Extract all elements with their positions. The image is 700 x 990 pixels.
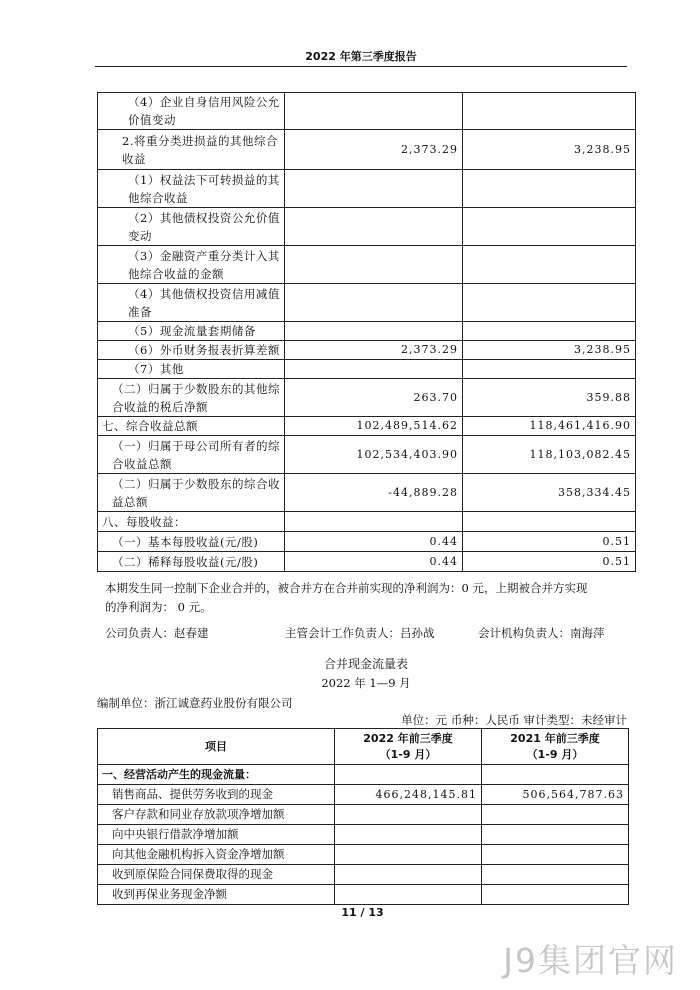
table-row [98, 379, 636, 417]
row-label: （6）外币财务报表折算差额 [98, 341, 285, 360]
table-row [98, 765, 629, 785]
table-row [98, 865, 629, 885]
current-value [285, 322, 463, 341]
current-value [335, 885, 482, 905]
table-row [98, 785, 629, 805]
row-label: （二）归属于少数股东的其他综合收益的税后净额 [98, 379, 285, 417]
current-value [285, 284, 463, 322]
header-item: 项目 [98, 729, 335, 765]
table-row [98, 93, 636, 130]
accounting-org-head: 会计机构负责人：南海萍 [478, 626, 605, 640]
table-row [98, 246, 636, 284]
table-header-row [98, 729, 629, 765]
header-previous-line2: （1-9 月） [526, 747, 584, 761]
row-label: （3）金融资产重分类计入其他综合收益的金额 [98, 246, 285, 284]
company-head: 公司负责人：赵春建 [105, 626, 209, 640]
previous-value [463, 93, 636, 130]
table-row [98, 360, 636, 379]
row-label: 收到原保险合同保费取得的现金 [98, 865, 335, 885]
table-row [98, 845, 629, 865]
previous-value [482, 765, 629, 785]
previous-value: 359.88 [463, 379, 636, 417]
table-row [98, 474, 636, 512]
row-label: 向中央银行借款净增加额 [98, 825, 335, 845]
previous-value: 3,238.95 [463, 130, 636, 170]
header-current [335, 729, 482, 765]
row-label: （4）其他债权投资信用减值准备 [98, 284, 285, 322]
header-previous-line1: 2021 年前三季度 [510, 731, 600, 745]
row-label: 客户存款和同业存放款项净增加额 [98, 805, 335, 825]
table-row [98, 512, 636, 532]
table-row [98, 322, 636, 341]
watermark: J9集团官网 [503, 941, 678, 980]
table-row [98, 208, 636, 246]
previous-value [463, 246, 636, 284]
current-value [285, 360, 463, 379]
previous-value: 0.51 [463, 532, 636, 552]
current-value [285, 170, 463, 208]
table-row [98, 825, 629, 845]
current-value [285, 208, 463, 246]
previous-value [463, 284, 636, 322]
current-value [335, 765, 482, 785]
current-value: 102,534,403.90 [285, 436, 463, 474]
current-value [335, 845, 482, 865]
previous-value [482, 845, 629, 865]
page-number: 11 / 13 [341, 906, 384, 919]
row-label: （1）权益法下可转损益的其他综合收益 [98, 170, 285, 208]
previous-value: 118,461,416.90 [463, 417, 636, 436]
current-value [335, 865, 482, 885]
previous-value [463, 170, 636, 208]
table-row [98, 130, 636, 170]
report-header: 2022 年第三季度报告 [305, 50, 417, 63]
cashflow-period: 2022 年 1—9 月 [321, 676, 411, 690]
previous-value [482, 885, 629, 905]
merger-note-line1: 本期发生同一控制下企业合并的，被合并方在合并前实现的净利润为：0 元，上期被合并方实现 [105, 581, 588, 595]
previous-value [482, 825, 629, 845]
accounting-head: 主管会计工作负责人：吕孙战 [285, 626, 435, 640]
current-value [335, 805, 482, 825]
cashflow-title: 合并现金流量表 [323, 657, 408, 671]
current-value: 263.70 [285, 379, 463, 417]
row-label: （二）稀释每股收益(元/股) [98, 552, 285, 572]
previous-value: 3,238.95 [463, 341, 636, 360]
row-label: 2.将重分类进损益的其他综合收益 [98, 130, 285, 170]
previous-value [482, 805, 629, 825]
currency-audit-meta: 单位：元 币种：人民币 审计类型：未经审计 [401, 713, 627, 727]
previous-value [463, 512, 636, 532]
row-label: 八、每股收益： [98, 512, 285, 532]
row-label: 销售商品、提供劳务收到的现金 [98, 785, 335, 805]
row-label: （5）现金流量套期储备 [98, 322, 285, 341]
row-label: 收到再保业务现金净额 [98, 885, 335, 905]
previous-value [463, 322, 636, 341]
row-label: （一）基本每股收益(元/股) [98, 532, 285, 552]
current-value [285, 93, 463, 130]
income-statement-table [97, 92, 636, 572]
row-label: （二）归属于少数股东的综合收益总额 [98, 474, 285, 512]
previous-value: 506,564,787.63 [482, 785, 629, 805]
table-row [98, 885, 629, 905]
table-row [98, 284, 636, 322]
current-value: 466,248,145.81 [335, 785, 482, 805]
previous-value: 118,103,082.45 [463, 436, 636, 474]
row-label: 七、综合收益总额 [98, 417, 285, 436]
row-label: 向其他金融机构拆入资金净增加额 [98, 845, 335, 865]
table-row [98, 532, 636, 552]
row-label: （7）其他 [98, 360, 285, 379]
previous-value: 0.51 [463, 552, 636, 572]
current-value [285, 246, 463, 284]
header-divider [95, 66, 627, 67]
current-value: 0.44 [285, 532, 463, 552]
current-value: -44,889.28 [285, 474, 463, 512]
current-value [335, 825, 482, 845]
row-label: （4）企业自身信用风险公允价值变动 [98, 93, 285, 130]
previous-value: 358,334.45 [463, 474, 636, 512]
current-value: 102,489,514.62 [285, 417, 463, 436]
header-current-line2: （1-9 月） [379, 747, 437, 761]
compiler-unit: 编制单位：浙江诚意药业股份有限公司 [97, 696, 293, 710]
row-label: （2）其他债权投资公允价值变动 [98, 208, 285, 246]
table-row [98, 436, 636, 474]
row-label: （一）归属于母公司所有者的综合收益总额 [98, 436, 285, 474]
table-row [98, 805, 629, 825]
previous-value [463, 208, 636, 246]
previous-value [482, 865, 629, 885]
previous-value [463, 360, 636, 379]
table-row [98, 417, 636, 436]
table-row [98, 552, 636, 572]
current-value: 0.44 [285, 552, 463, 572]
section-label: 一、经营活动产生的现金流量： [98, 765, 335, 785]
header-previous [482, 729, 629, 765]
table-row [98, 170, 636, 208]
current-value: 2,373.29 [285, 130, 463, 170]
header-current-line1: 2022 年前三季度 [363, 731, 453, 745]
current-value: 2,373.29 [285, 341, 463, 360]
merger-note-line2: 的净利润为： 0 元。 [105, 600, 212, 614]
current-value [285, 512, 463, 532]
cashflow-table [97, 728, 629, 905]
table-row [98, 341, 636, 360]
